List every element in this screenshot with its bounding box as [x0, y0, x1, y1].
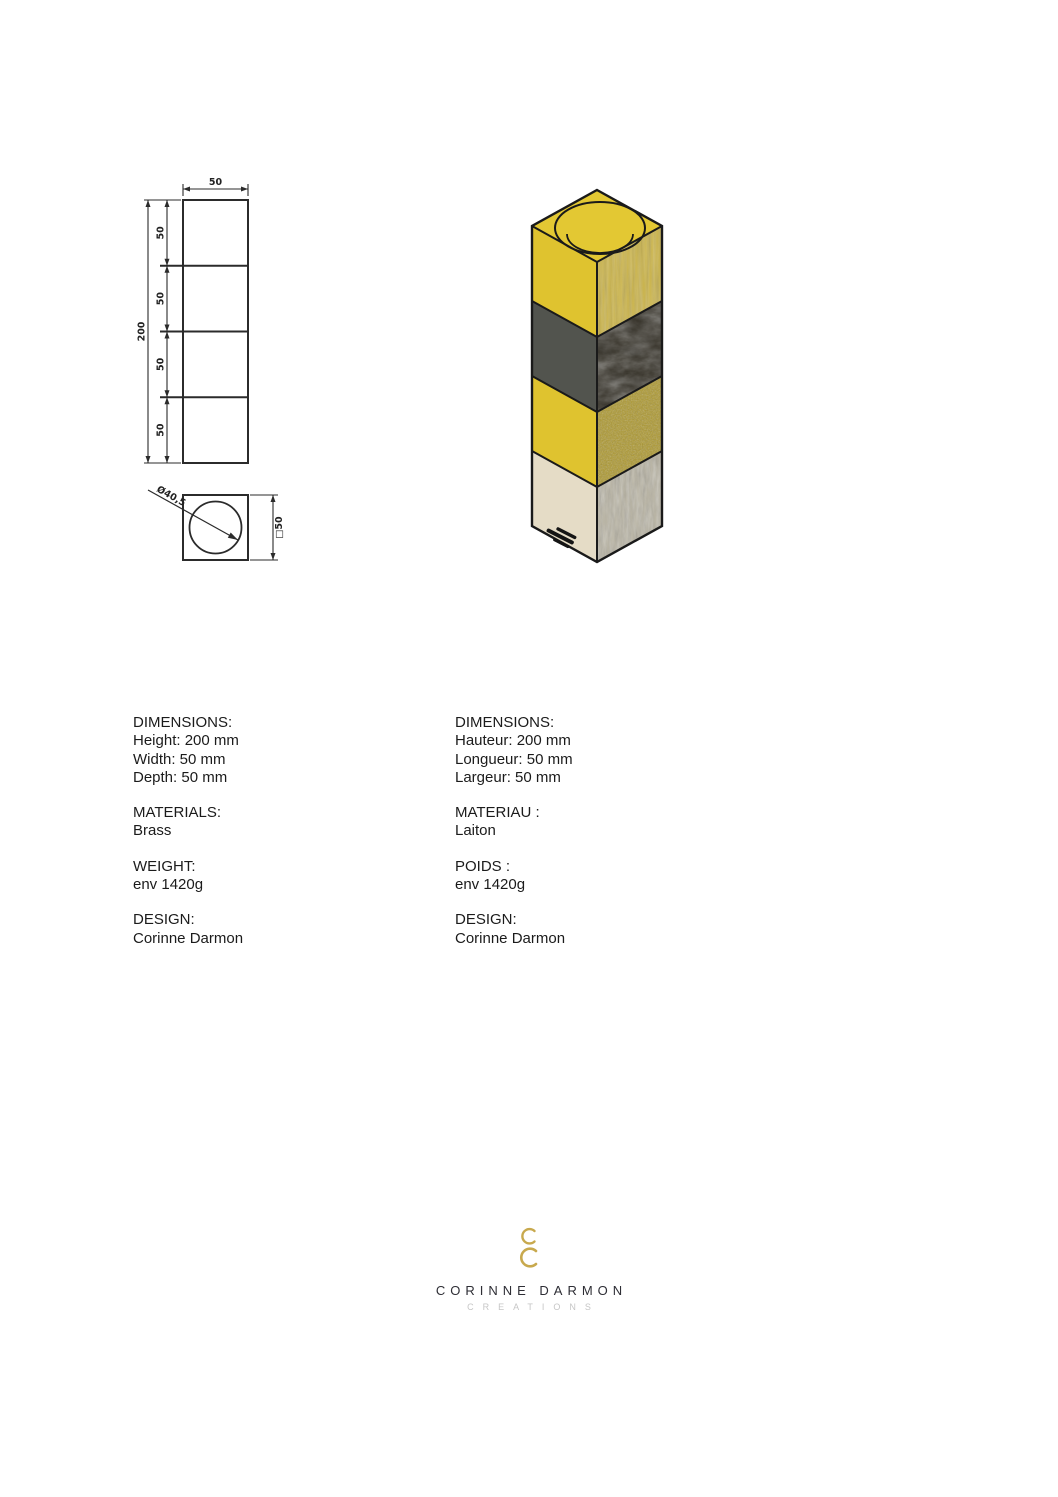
- depth-spec: Depth: 50 mm: [133, 768, 228, 786]
- hauteur-spec: Hauteur: 200 mm: [455, 732, 571, 750]
- design-title: DESIGN:: [133, 911, 195, 929]
- poids-value: env 1420g: [455, 876, 526, 894]
- product-3d-render: [490, 168, 710, 588]
- spec-group-materiau-fr: [455, 804, 715, 841]
- segment-1-label: 50: [155, 226, 167, 240]
- materiau-value: Laiton: [455, 822, 496, 840]
- materiau-title: MATERIAU :: [455, 804, 540, 822]
- monogram-icon: [517, 1224, 541, 1276]
- width-spec: Width: 50 mm: [133, 750, 226, 768]
- materials-value: Brass: [133, 822, 172, 840]
- spec-group-design-fr: [455, 911, 715, 948]
- design-title-fr: DESIGN:: [455, 911, 517, 929]
- segment-2-label: 50: [155, 291, 167, 306]
- specs-french: [455, 714, 715, 965]
- spec-group-dimensions-fr: [455, 714, 715, 787]
- spec-group-weight-en: [133, 858, 393, 895]
- front-view-height-dimension: [137, 200, 151, 463]
- materials-title: MATERIALS:: [133, 804, 222, 822]
- longueur-spec: Longueur: 50 mm: [455, 750, 573, 768]
- weight-value: env 1420g: [133, 876, 204, 894]
- front-view-width-label: 50: [208, 177, 223, 188]
- front-view-drawing: [118, 166, 308, 486]
- segment-3-label: 50: [155, 357, 167, 372]
- spec-group-design-en: [133, 911, 393, 948]
- weight-title: WEIGHT:: [133, 857, 196, 875]
- spec-group-poids-fr: [455, 858, 715, 895]
- spec-group-materials-en: [133, 804, 393, 841]
- largeur-spec: Largeur: 50 mm: [455, 768, 561, 786]
- brand-name: CORINNE DARMON: [435, 1283, 628, 1298]
- top-view-side-dimension: [250, 495, 285, 560]
- spec-group-dimensions-en: [133, 714, 393, 787]
- poids-title: POIDS :: [455, 857, 511, 875]
- designer-name-fr: Corinne Darmon: [455, 929, 566, 947]
- front-view-width-dimension: [183, 177, 248, 192]
- front-view-height-label: 200: [136, 321, 148, 342]
- top-view-side-label: □50: [274, 516, 285, 539]
- dimensions-title: DIMENSIONS:: [133, 714, 233, 731]
- segment-4-label: 50: [155, 423, 167, 437]
- dimensions-title-fr: DIMENSIONS:: [455, 714, 555, 731]
- brand-logo: [0, 1224, 1058, 1312]
- top-view-drawing: [118, 468, 308, 583]
- height-spec: Height: 200 mm: [133, 732, 239, 750]
- designer-name: Corinne Darmon: [133, 929, 244, 947]
- specs-english: [133, 714, 393, 965]
- brand-subtitle: CREATIONS: [467, 1302, 600, 1312]
- top-view-diameter-label: Ø40,5: [154, 484, 188, 509]
